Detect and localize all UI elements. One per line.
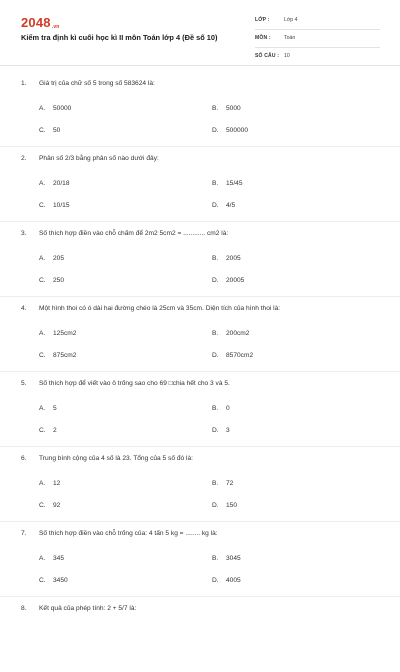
question-number: 8. [21, 605, 27, 612]
option-letter: D. [212, 502, 219, 509]
question-text: Giá trị của chữ số 5 trong số 583624 là: [39, 80, 155, 87]
answer-option[interactable] [212, 277, 244, 284]
meta-row-grade [255, 14, 380, 30]
exam-meta [255, 14, 380, 68]
question-number: 6. [21, 455, 27, 462]
option-text: 20/18 [53, 180, 70, 187]
option-text: 20005 [226, 277, 245, 284]
option-letter: D. [212, 352, 219, 359]
answer-option[interactable] [39, 255, 64, 262]
answer-option[interactable] [212, 127, 248, 134]
meta-label: MÔN : [255, 35, 271, 41]
answer-option[interactable] [212, 555, 241, 562]
answer-option[interactable] [39, 480, 60, 487]
answer-option[interactable] [39, 277, 64, 284]
option-letter: D. [212, 427, 219, 434]
answer-option[interactable] [39, 127, 60, 134]
option-text: 2005 [226, 255, 241, 262]
option-letter: A. [39, 255, 46, 262]
question-number: 5. [21, 380, 27, 387]
header-divider [0, 65, 400, 66]
option-letter: B. [212, 180, 219, 187]
option-text: 12 [53, 480, 61, 487]
answer-option[interactable] [212, 480, 233, 487]
option-letter: D. [212, 277, 219, 284]
option-text: 50000 [53, 105, 72, 112]
option-text: 3450 [53, 577, 68, 584]
option-text: 4/5 [226, 202, 236, 209]
answer-option[interactable] [212, 105, 241, 112]
question-text: Kết quả của phép tính: 2 + 5/7 là: [39, 605, 137, 612]
question-text: Số thích hợp điền vào chỗ chấm để 2m2 5cm2 = ............ cm2 là: [39, 230, 229, 237]
option-letter: B. [212, 480, 219, 487]
option-letter: A. [39, 180, 46, 187]
question-number: 7. [21, 530, 27, 537]
answer-option[interactable] [39, 405, 57, 412]
option-text: 8570cm2 [226, 352, 254, 359]
answer-option[interactable] [212, 255, 241, 262]
option-letter: D. [212, 577, 219, 584]
option-text: 5000 [226, 105, 241, 112]
question-text-line [21, 230, 380, 237]
answer-option[interactable] [39, 577, 68, 584]
question-item [0, 447, 400, 522]
question-list [0, 72, 400, 672]
answer-option[interactable] [39, 180, 70, 187]
option-letter: C. [39, 577, 46, 584]
option-letter: A. [39, 480, 46, 487]
question-text-line [21, 80, 380, 87]
option-text: 3045 [226, 555, 241, 562]
question-item [0, 372, 400, 447]
option-text: 875cm2 [53, 352, 77, 359]
answer-option[interactable] [39, 352, 76, 359]
logo-text: 2048 [21, 15, 51, 30]
option-letter: B. [212, 555, 219, 562]
option-letter: D. [212, 202, 219, 209]
meta-value: 10 [284, 53, 290, 59]
question-text: Số thích hợp để viết vào ô trống sao cho 69 □chia hết cho 3 và 5. [39, 380, 230, 387]
option-text: 92 [53, 502, 61, 509]
option-letter: A. [39, 330, 46, 337]
header [0, 0, 400, 74]
option-letter: B. [212, 330, 219, 337]
question-item [0, 147, 400, 222]
question-text: Trung bình cộng của 4 số là 23. Tổng của 5 số đó là: [39, 455, 193, 462]
option-letter: A. [39, 555, 46, 562]
answer-option[interactable] [212, 577, 241, 584]
question-number: 4. [21, 305, 27, 312]
option-letter: C. [39, 277, 46, 284]
question-text: Một hình thoi có ó dài hai đường chéo là 25cm và 35cm. Diện tích của hình thoi là: [39, 305, 281, 312]
option-letter: C. [39, 202, 46, 209]
option-text: 5 [53, 405, 57, 412]
question-number: 1. [21, 80, 27, 87]
option-letter: A. [39, 405, 46, 412]
question-text: Phân số 2/3 bằng phân số nào dưới đây: [39, 155, 159, 162]
option-text: 50 [53, 127, 61, 134]
option-letter: C. [39, 127, 46, 134]
answer-option[interactable] [39, 555, 64, 562]
answer-option[interactable] [39, 330, 76, 337]
option-text: 150 [226, 502, 238, 509]
question-number: 3. [21, 230, 27, 237]
logo-suffix: .vn [51, 24, 60, 30]
meta-row-question-count [255, 50, 380, 66]
question-number: 2. [21, 155, 27, 162]
answer-option[interactable] [39, 105, 71, 112]
question-text: Số thích hợp điền vào chỗ trống của: 4 tấn 5 kg = ........ kg là: [39, 530, 218, 537]
option-letter: D. [212, 127, 219, 134]
option-text: 250 [53, 277, 65, 284]
option-letter: B. [212, 105, 219, 112]
meta-value: Lớp 4 [284, 17, 298, 23]
question-text-line [21, 305, 380, 312]
answer-option[interactable] [212, 202, 235, 209]
question-item [0, 297, 400, 372]
question-text-line [21, 530, 380, 537]
option-letter: C. [39, 502, 46, 509]
question-text-line [21, 605, 380, 612]
option-text: 4005 [226, 577, 241, 584]
option-text: 500000 [226, 127, 249, 134]
answer-option[interactable] [212, 352, 253, 359]
option-text: 205 [53, 255, 65, 262]
option-text: 200cm2 [226, 330, 250, 337]
option-text: 10/15 [53, 202, 70, 209]
option-text: 345 [53, 555, 65, 562]
option-text: 72 [226, 480, 234, 487]
answer-option[interactable] [39, 202, 70, 209]
question-item [0, 522, 400, 597]
answer-option[interactable] [212, 180, 243, 187]
question-text-line [21, 455, 380, 462]
meta-row-subject [255, 32, 380, 48]
meta-label: LỚP : [255, 17, 270, 23]
question-text-line [21, 155, 380, 162]
option-letter: C. [39, 352, 46, 359]
question-item [0, 222, 400, 297]
site-logo[interactable] [21, 15, 60, 30]
option-text: 15/45 [226, 180, 243, 187]
answer-option[interactable] [39, 427, 57, 434]
answer-option[interactable] [39, 502, 60, 509]
option-text: 3 [226, 427, 230, 434]
meta-label: SỐ CÂU : [255, 53, 280, 59]
option-text: 0 [226, 405, 230, 412]
option-letter: A. [39, 105, 46, 112]
option-letter: C. [39, 427, 46, 434]
answer-option[interactable] [212, 502, 237, 509]
answer-option[interactable] [212, 405, 230, 412]
option-letter: B. [212, 405, 219, 412]
answer-option[interactable] [212, 330, 249, 337]
option-text: 2 [53, 427, 57, 434]
option-letter: B. [212, 255, 219, 262]
question-item [0, 72, 400, 147]
answer-option[interactable] [212, 427, 230, 434]
meta-value: Toán [284, 35, 296, 41]
question-text-line [21, 380, 380, 387]
page-title: Kiểm tra định kì cuối học kì II môn Toán lớp 4 (Đề số 10) [21, 33, 218, 42]
option-text: 125cm2 [53, 330, 77, 337]
question-item [0, 597, 400, 672]
